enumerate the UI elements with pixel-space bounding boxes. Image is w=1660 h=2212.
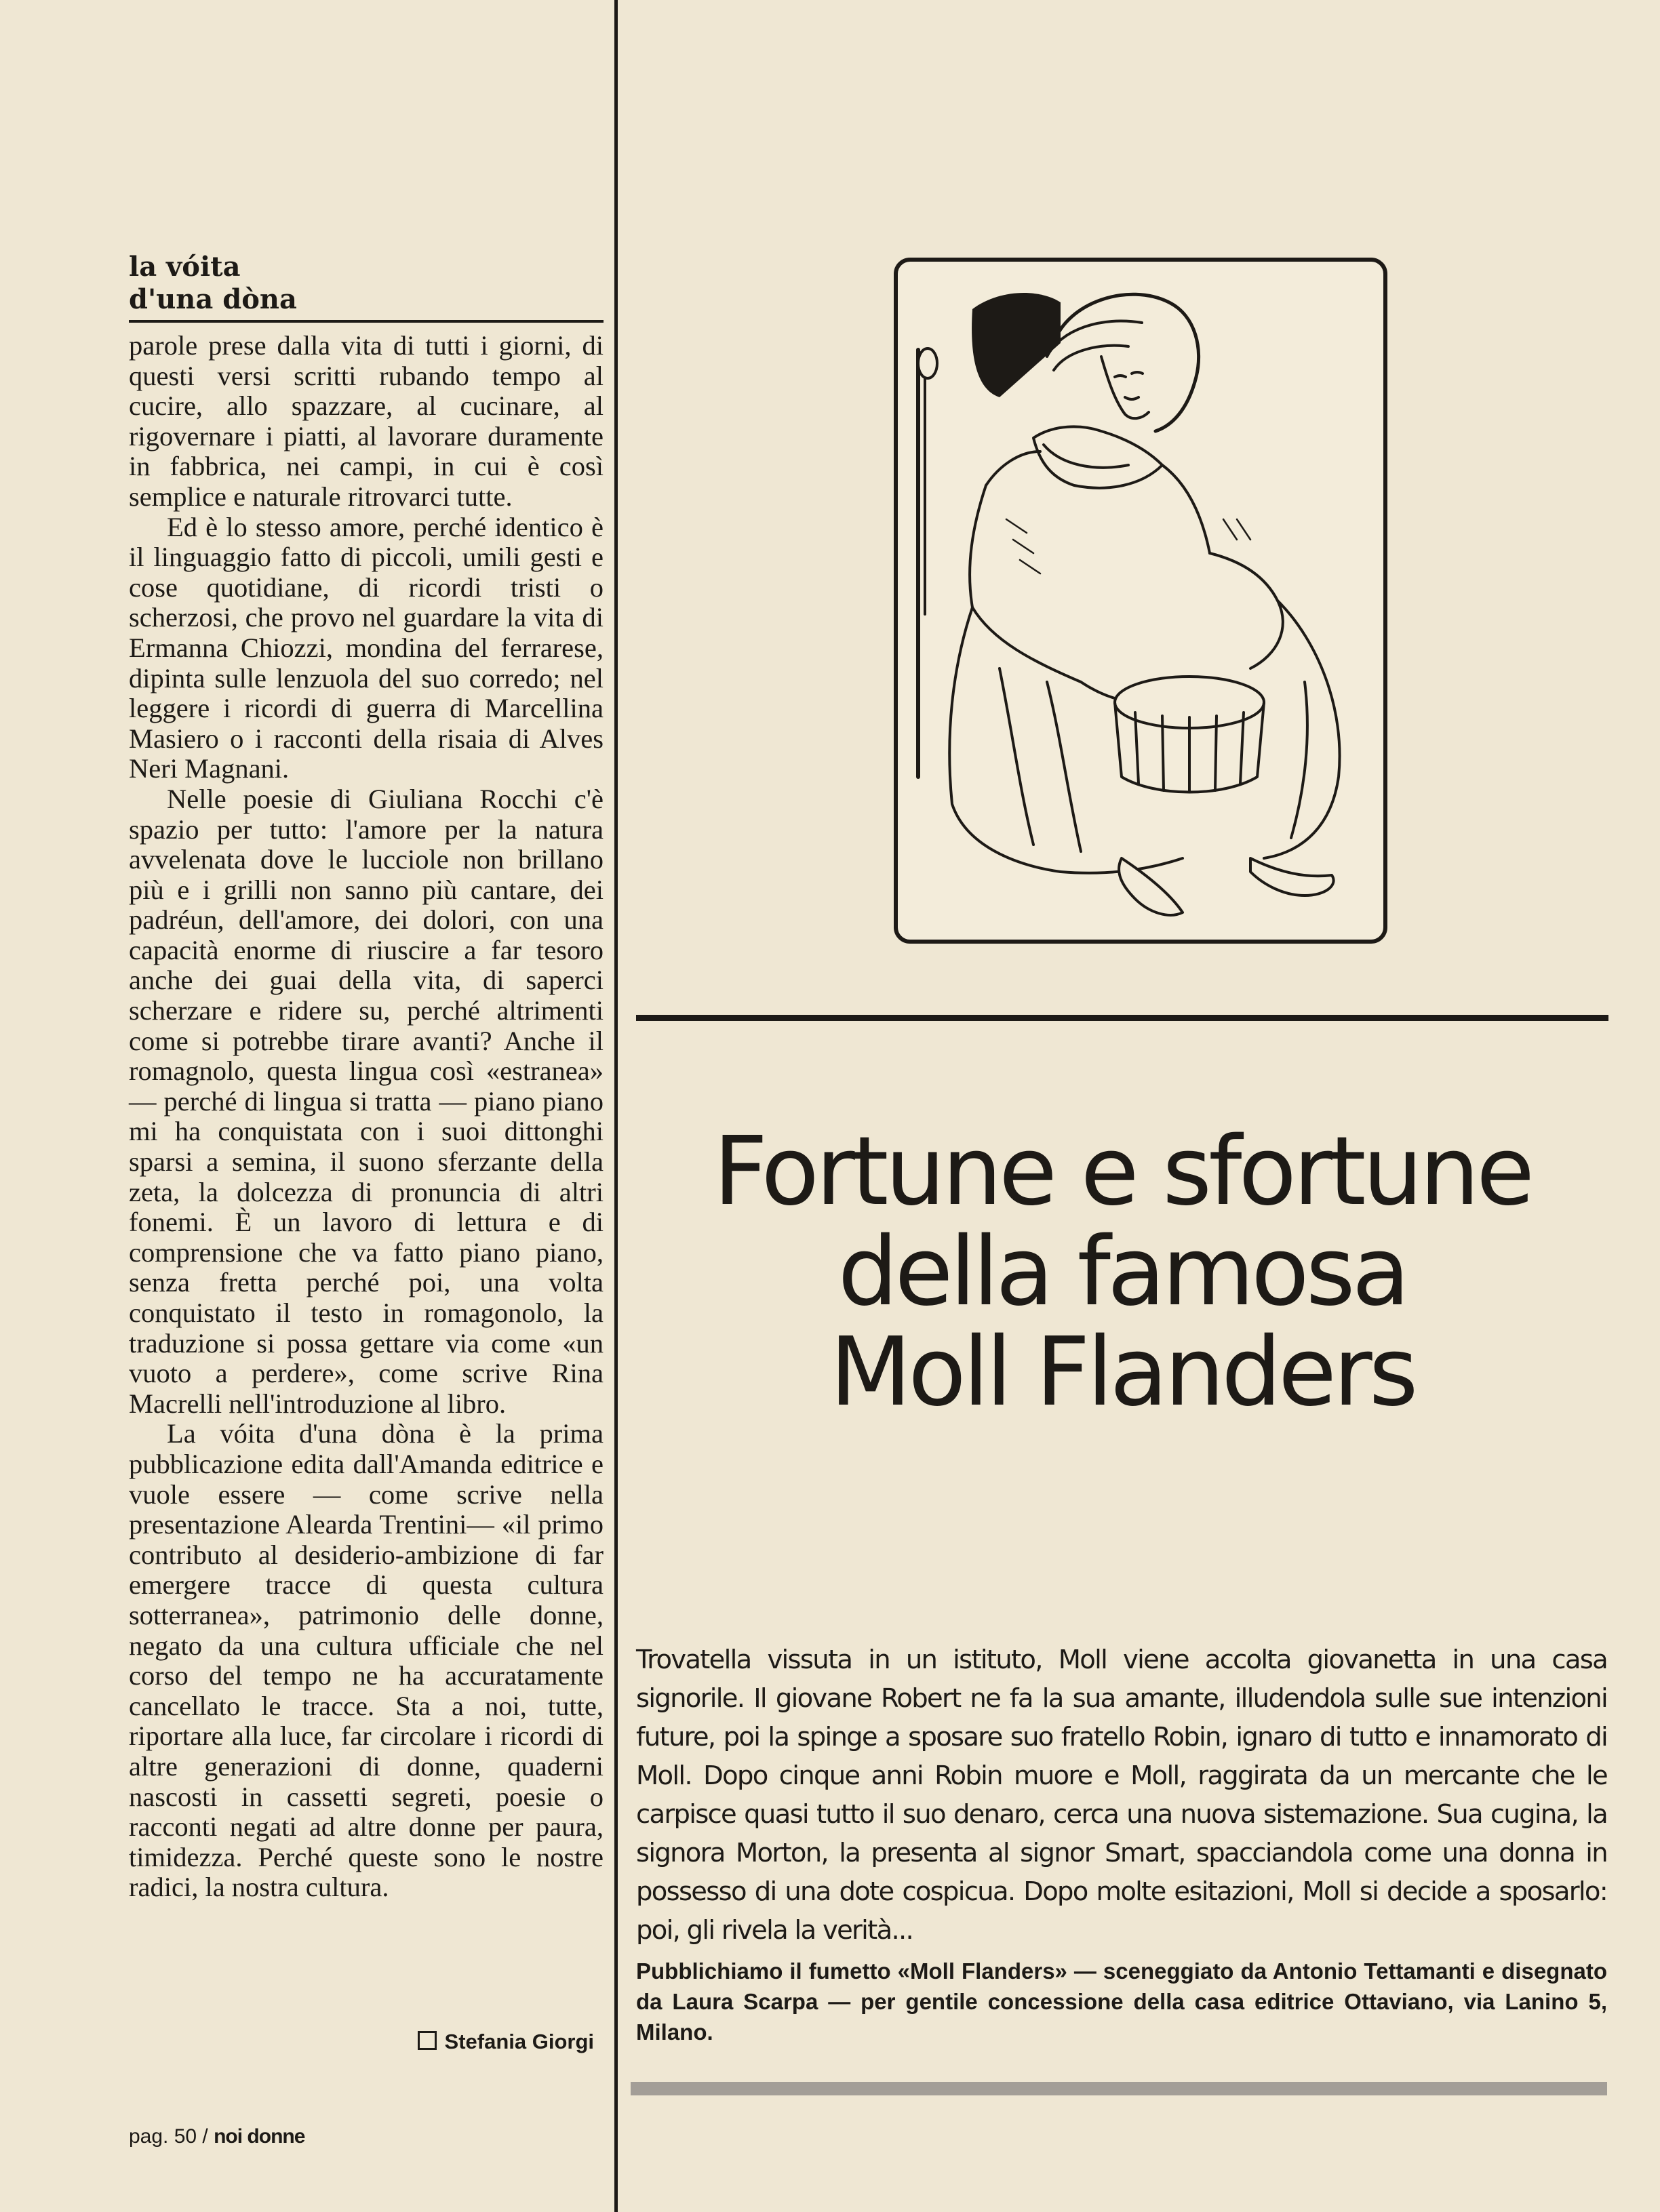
page-number: pag. 50 /: [129, 2125, 208, 2148]
square-bullet-icon: [418, 2031, 437, 2050]
moll-flanders-illustration: [894, 258, 1387, 944]
article-paragraph: Ed è lo stesso amore, perché identico è il linguaggio fatto di piccoli, umili gesti e cose quotidiane, di ricordi tristi o scherzosi, che provo nel guardare la vita di Ermanna Chiozzi, mondina del ferrarese, dipinta sulle lenzuola del suo corredo; nel leggere i ricordi di guerra di Marcellina Masiero o i racconti della risaia di Alves Neri Magnani.: [129, 511, 604, 784]
page-footer: [129, 2125, 304, 2148]
author-name: Stefania Giorgi: [444, 2030, 594, 2053]
horizontal-rule: [636, 1015, 1608, 1021]
feature-title-line-3: Moll Flanders: [829, 1317, 1415, 1428]
feature-summary: Trovatella vissuta in un istituto, Moll viene accolta giovanetta in una casa signorile. Il giovane Robert ne fa la sua amante, illudendola sulle sue intenzioni future, poi la spinge a sposare suo fratello Robin, ignaro di tutto e innamorato di Moll. Dopo cinque anni Robin muore e Moll, raggirata da un mercante che le carpisce quasi tutto il suo denaro, cerca una nuova sistemazione. Sua cugina, la signora Morton, la presenta al signor Smart, spacciandola come una donna in possesso di una dote cospicua. Dopo molte esitazioni, Moll si decide a sposarlo: poi, gli rivela la verità...: [636, 1645, 1607, 1946]
feature-title: [636, 1117, 1608, 1428]
author-signature: [129, 2030, 594, 2054]
section-heading-line-2: d'una dòna: [129, 283, 297, 315]
article-body: [129, 331, 604, 1903]
feature-title-line-1: Fortune e sfortune: [713, 1117, 1532, 1227]
article-paragraph: parole prese dalla vita di tutti i giorni, di questi versi scritti rubando tempo al cucire, allo spazzare, al cucinare, al rigovernare i piatti, al lavorare duramente in fabbrica, nei campi, in cui è così semplice e naturale ritrovarci tutte.: [129, 330, 604, 512]
article-paragraph: La vóita d'una dòna è la prima pubblicazione edita dall'Amanda editrice e vuole essere — come scrive nella presentazione Alearda Trentini— «il primo contributo al desiderio-ambizione di far emergere tracce di questa cultura sotterranea», patrimonio delle donne, negato da una cultura ufficiale che nel corso del tempo ne ha accuratamente cancellato le tracce. Sta a noi, tutte, riportare alla luce, far circolare i ricordi di altre generazioni di donne, quaderni nascosti in cassetti segreti, poesie o racconti negati ad altre donne per paura, timidezza. Perché queste sono le nostre radici, la nostra cultura.: [129, 1418, 604, 1903]
section-heading: [129, 251, 604, 323]
left-column: [129, 251, 604, 1903]
section-heading-line-1: la vóita: [129, 251, 241, 283]
article-paragraph: Nelle poesie di Giuliana Rocchi c'è spazio per tutto: l'amore per la natura avvelenata dove le lucciole non brillano più e i grilli non sanno più cantare, dei padréun, dell'amore, dei dolori, con una capacità enorme di riuscire a far tesoro anche dei guai della vita, di saperci scherzare e ridere su, perché altrimenti come si potrebbe tirare avanti? Anche il romagnolo, questa lingua così «estranea» — perché di lingua si tratta — piano piano mi ha conquistata con i suoi dittonghi sparsi a semina, il suono sferzante della zeta, la dolcezza di pronuncia di altri fonemi. È un lavoro di lettura e di comprensione che va fatto piano piano, senza fretta perché poi, una volta conquistato il testo in romagonolo, la traduzione si possa gettare via come «un vuoto a perdere», come scrive Rina Macrelli nell'introduzione al libro.: [129, 783, 604, 1419]
feature-title-line-2: della famosa: [837, 1217, 1407, 1327]
magazine-name: noi donne: [214, 2125, 305, 2148]
feature-credits: Pubblichiamo il fumetto «Moll Flanders» — sceneggiato da Antonio Tettamanti e disegnato da Laura Scarpa — per gentile concessione della casa editrice Ottaviano, via Lanino 5, Milano.: [636, 1958, 1607, 2045]
gray-bottom-rule: [631, 2082, 1607, 2095]
column-divider: [614, 0, 618, 2212]
woman-drawing-icon: [898, 262, 1383, 940]
